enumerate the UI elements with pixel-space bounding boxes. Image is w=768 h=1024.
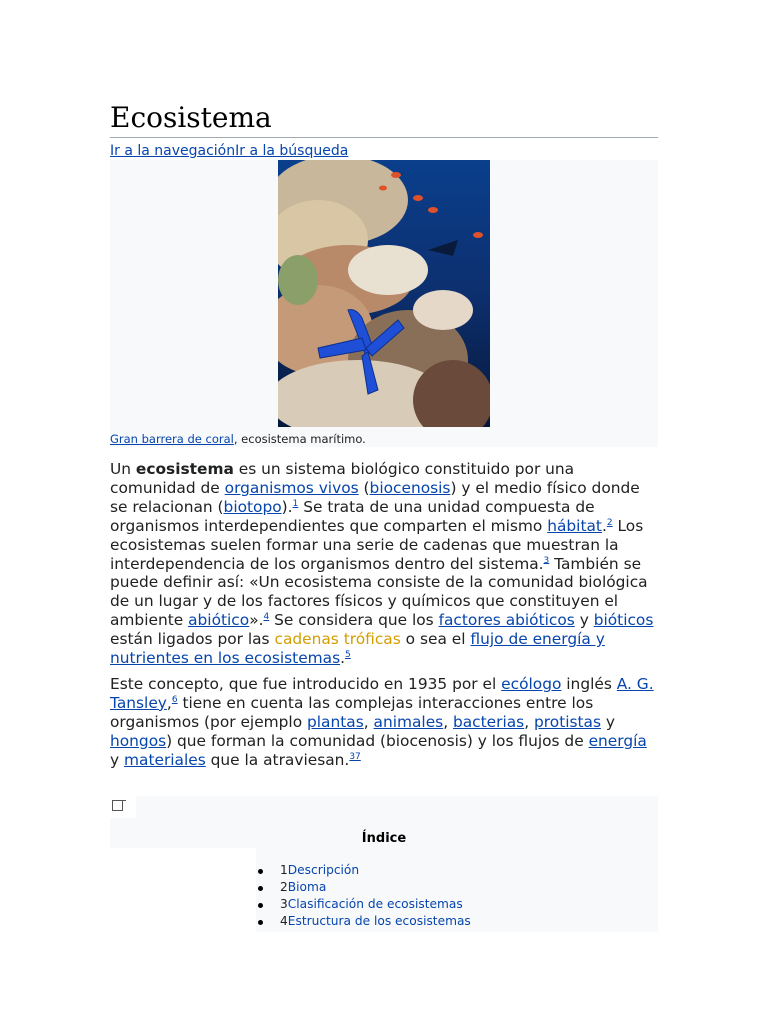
link-tansley[interactable]: A. G. Tansley [110, 675, 654, 712]
jump-links [110, 142, 348, 160]
ref-link[interactable]: 4 [263, 612, 270, 623]
text: Los ecosistemas suelen formar una serie de cadenas que muestran la interdependencia de los organismos dentro del sistema. [110, 516, 644, 573]
history-paragraph [110, 675, 658, 770]
text: Este concepto, que fue introducido en 1935 por el [110, 675, 502, 693]
toc-list [256, 862, 471, 930]
text: Un [110, 460, 136, 478]
ref-37 [349, 752, 360, 762]
text: , [524, 712, 535, 731]
ref-link[interactable]: 6 [171, 694, 178, 705]
text: , [363, 712, 374, 731]
link-habitat[interactable]: hábitat [547, 516, 602, 535]
toc-number: 2 [280, 880, 288, 894]
toc-panel-top [136, 796, 658, 818]
text: es un sistema biológico constituido por una comunidad de [110, 460, 575, 497]
jump-to-search-link[interactable]: Ir a la búsqueda [235, 143, 349, 159]
ref-link[interactable]: 1 [292, 498, 299, 509]
link-plantas[interactable]: plantas [307, 712, 364, 731]
term-ecosistema: ecosistema [135, 460, 234, 478]
text: . [340, 649, 346, 668]
link-hongos[interactable]: hongos [110, 731, 167, 750]
text: ) que forman la comunidad (biocenosis) y los flujos de [166, 731, 589, 750]
link-biotopo[interactable]: biotopo [223, 497, 282, 516]
text: están ligados por las [110, 630, 275, 649]
toc-link-clasificacion[interactable]: Clasificación de ecosistemas [287, 897, 463, 911]
ref-link[interactable]: 37 [349, 751, 361, 762]
link-organismos-vivos[interactable]: organismos vivos [224, 478, 359, 497]
text: ( [358, 478, 370, 497]
link-cadenas-troficas[interactable]: cadenas tróficas [274, 630, 401, 649]
text: ». [249, 611, 264, 630]
ref-5 [345, 650, 351, 660]
link-animales[interactable]: animales [373, 712, 444, 731]
toc-header [110, 818, 658, 848]
link-bacterias[interactable]: bacterias [452, 712, 525, 731]
link-bioticos[interactable]: bióticos [593, 611, 654, 630]
coral-reef-image[interactable] [278, 160, 490, 427]
thumbnail-figure [110, 160, 658, 447]
page-title: Ecosistema [110, 101, 658, 138]
toc-toggle-checkbox[interactable] [110, 796, 136, 818]
figure-caption [110, 432, 366, 447]
link-protistas[interactable]: protistas [534, 712, 602, 731]
toc-link-bioma[interactable]: Bioma [287, 880, 327, 894]
link-energia[interactable]: energía [588, 731, 647, 750]
text: ) y el medio físico donde se relacionan ( [110, 478, 640, 516]
link-abiotico[interactable]: abiótico [188, 611, 250, 630]
link-factores-abioticos[interactable]: factores abióticos [438, 611, 575, 630]
toc-number: 4 [280, 914, 288, 928]
jump-to-navigation-link[interactable]: Ir a la navegación [110, 143, 236, 159]
link-flujo-energia[interactable]: flujo de energía y nutrientes en los ecosistemas [110, 630, 605, 668]
toc-item[interactable] [256, 896, 471, 913]
toc-item[interactable] [256, 879, 471, 896]
text: , [166, 693, 172, 712]
caption-link-gran-barrera[interactable]: Gran barrera de coral [110, 432, 234, 446]
text: . [601, 516, 607, 535]
caption-text: , ecosistema marítimo. [233, 432, 366, 446]
checkbox-icon [112, 800, 123, 811]
toc-item[interactable] [256, 862, 471, 879]
text: ). [281, 497, 293, 516]
text: y [110, 750, 125, 769]
text: Se considera que los [269, 611, 439, 630]
text: o sea el [400, 630, 471, 649]
text: También se puede definir así: «Un ecosistema consiste de la comunidad biológica de un lugar y de los factores físicos y químicos que constituyen el ambiente [110, 554, 648, 630]
text: y [601, 712, 616, 731]
text: que la atraviesan. [205, 750, 350, 769]
toc-item[interactable] [256, 913, 471, 930]
toc-title: Índice [361, 831, 407, 846]
toc-link-descripcion[interactable]: Descripción [287, 863, 360, 877]
ref-link[interactable]: 3 [543, 555, 550, 566]
text: y [574, 611, 594, 630]
toc-link-estructura[interactable]: Estructura de los ecosistemas [287, 914, 471, 928]
link-biocenosis[interactable]: biocenosis [369, 478, 451, 497]
link-materiales[interactable]: materiales [124, 750, 206, 769]
text: Se trata de una unidad compuesta de organismos interdependientes que comparten el mismo [110, 497, 595, 535]
intro-paragraph [110, 460, 658, 668]
toc-number: 3 [280, 897, 288, 911]
toc-number: 1 [280, 863, 288, 877]
link-ecologo[interactable]: ecólogo [501, 675, 562, 693]
text: tiene en cuenta las complejas interacciones entre los organismos (por ejemplo [110, 693, 594, 731]
text: , [443, 712, 453, 731]
text: inglés [561, 675, 617, 693]
ref-link[interactable]: 2 [606, 517, 613, 528]
ref-link[interactable]: 5 [345, 649, 351, 660]
